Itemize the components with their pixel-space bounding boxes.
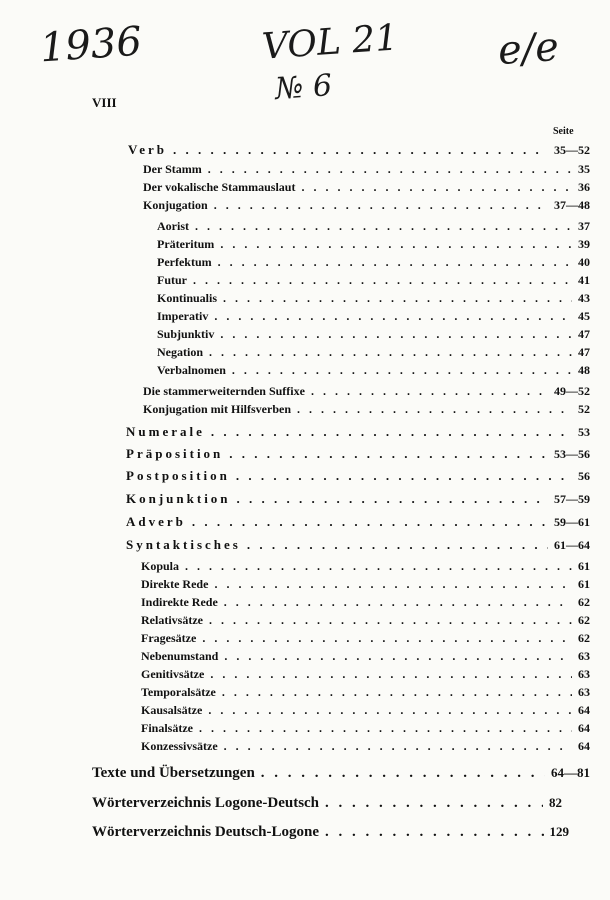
toc-entry bbox=[126, 537, 590, 553]
toc-entry-page: 37 bbox=[578, 219, 590, 233]
toc-entry bbox=[92, 795, 562, 812]
toc-entry bbox=[141, 559, 590, 574]
toc-leader bbox=[208, 703, 572, 718]
toc-entry-label: Konjugation mit Hilfsverben bbox=[143, 402, 292, 416]
toc-entry bbox=[141, 613, 590, 628]
toc-leader bbox=[214, 577, 572, 592]
toc-leader bbox=[209, 613, 572, 628]
toc-entry bbox=[141, 631, 590, 646]
toc-entry-page: 36 bbox=[578, 180, 590, 194]
toc-entry-label: Syntaktisches bbox=[126, 537, 241, 552]
toc-entry bbox=[126, 446, 590, 462]
toc-entry bbox=[126, 424, 590, 440]
toc-leader bbox=[224, 649, 572, 664]
toc-leader bbox=[222, 685, 572, 700]
toc-entry-page: 41 bbox=[578, 273, 590, 287]
toc-leader bbox=[223, 291, 572, 306]
toc-entry-label: Die stammerweiternden Suffixe bbox=[143, 384, 305, 398]
toc-entry bbox=[157, 363, 590, 378]
toc-leader bbox=[224, 739, 572, 754]
toc-leader bbox=[232, 363, 572, 378]
toc-entry-label: Adverb bbox=[126, 514, 186, 529]
toc-leader bbox=[192, 514, 548, 530]
toc-entry-page: 43 bbox=[578, 291, 590, 305]
toc-entry-page: 56 bbox=[578, 469, 590, 483]
toc-leader bbox=[185, 559, 572, 574]
toc-leader bbox=[218, 255, 572, 270]
toc-entry bbox=[128, 142, 590, 158]
toc-entry-label: Kausalsätze bbox=[141, 703, 203, 717]
toc-leader bbox=[236, 468, 572, 484]
toc-entry bbox=[141, 595, 590, 610]
toc-leader bbox=[311, 384, 548, 399]
toc-entry-label: Texte und Übersetzungen bbox=[92, 765, 255, 781]
handwritten-volume: VOL 21 bbox=[260, 17, 400, 68]
toc-entry bbox=[126, 491, 590, 507]
toc-leader bbox=[199, 721, 572, 736]
toc-entry-page: 48 bbox=[578, 363, 590, 377]
toc-leader bbox=[301, 180, 572, 195]
toc-entry-page: 35 bbox=[578, 162, 590, 176]
toc-entry-page: 61 bbox=[578, 559, 590, 573]
toc-leader bbox=[325, 795, 543, 812]
toc-entry bbox=[157, 219, 590, 234]
toc-entry-page: 62 bbox=[578, 631, 590, 645]
toc-entry bbox=[141, 703, 590, 718]
toc-entry-label: Relativsätze bbox=[141, 613, 203, 627]
toc-entry-label: Konzessivsätze bbox=[141, 739, 218, 753]
toc-leader bbox=[193, 273, 572, 288]
toc-leader bbox=[297, 402, 572, 417]
toc-entry-label: Finalsätze bbox=[141, 721, 193, 735]
toc-entry-label: Subjunktiv bbox=[157, 327, 215, 341]
toc-entry bbox=[141, 577, 590, 592]
toc-entry bbox=[143, 402, 590, 417]
toc-entry-label: Postposition bbox=[126, 468, 230, 483]
toc-entry-page: 47 bbox=[578, 327, 590, 341]
toc-entry-label: Nebenumstand bbox=[141, 649, 219, 663]
toc-entry-page: 39 bbox=[578, 237, 590, 251]
toc-entry bbox=[141, 667, 590, 682]
toc-entry-page: 40 bbox=[578, 255, 590, 269]
toc-entry-page: 61—64 bbox=[554, 538, 590, 552]
toc-entry-page: 61 bbox=[578, 577, 590, 591]
toc-entry bbox=[157, 237, 590, 252]
toc-entry bbox=[141, 739, 590, 754]
toc-entry bbox=[141, 685, 590, 700]
handwritten-initials: e/e bbox=[496, 23, 561, 75]
toc-entry bbox=[143, 384, 590, 399]
toc-entry-label: Präposition bbox=[126, 446, 224, 461]
toc-entry-page: 49—52 bbox=[554, 384, 590, 398]
toc-entry-page: 129 bbox=[549, 824, 569, 839]
toc-entry-label: Konjunktion bbox=[126, 491, 231, 506]
toc-leader bbox=[214, 309, 572, 324]
toc-entry bbox=[141, 649, 590, 664]
toc-leader bbox=[220, 237, 572, 252]
toc-entry bbox=[157, 255, 590, 270]
toc-entry-label: Fragesätze bbox=[141, 631, 197, 645]
toc-entry bbox=[157, 291, 590, 306]
toc-entry-page: 62 bbox=[578, 595, 590, 609]
toc-entry-label: Futur bbox=[157, 273, 187, 287]
toc-leader bbox=[210, 667, 572, 682]
toc-leader bbox=[220, 327, 572, 342]
toc-entry-page: 52 bbox=[578, 402, 590, 416]
toc-entry-label: Numerale bbox=[126, 424, 205, 439]
toc-entry-label: Präteritum bbox=[157, 237, 215, 251]
toc-entry-page: 64 bbox=[578, 721, 590, 735]
toc-leader bbox=[247, 537, 548, 553]
toc-entry bbox=[126, 468, 590, 484]
toc-leader bbox=[237, 491, 548, 507]
toc-entry-page: 64—81 bbox=[551, 765, 590, 780]
toc-entry bbox=[143, 162, 590, 177]
toc-entry bbox=[126, 514, 590, 530]
toc-leader bbox=[173, 142, 548, 158]
toc-entry-label: Aorist bbox=[157, 219, 189, 233]
toc-leader bbox=[195, 219, 572, 234]
toc-leader bbox=[202, 631, 572, 646]
toc-entry-page: 53 bbox=[578, 425, 590, 439]
toc-entry-label: Wörterverzeichnis Logone-Deutsch bbox=[92, 795, 320, 811]
handwritten-number: № 6 bbox=[273, 68, 334, 107]
toc-leader bbox=[229, 446, 548, 462]
toc-entry bbox=[92, 765, 590, 782]
page-number: VIII bbox=[92, 95, 117, 110]
toc-entry-label: Verb bbox=[128, 142, 167, 157]
toc-entry-label: Konjugation bbox=[143, 198, 208, 212]
toc-entry bbox=[157, 345, 590, 360]
toc-entry bbox=[157, 309, 590, 324]
toc-entry-label: Kontinualis bbox=[157, 291, 218, 305]
toc-entry-page: 59—61 bbox=[554, 515, 590, 529]
toc-leader bbox=[208, 162, 572, 177]
toc-entry-label: Der vokalische Stammauslaut bbox=[143, 180, 296, 194]
toc-entry-label: Temporalsätze bbox=[141, 685, 216, 699]
toc-entry-label: Der Stamm bbox=[143, 162, 202, 176]
toc-entry-page: 37—48 bbox=[554, 198, 590, 212]
toc-entry-page: 63 bbox=[578, 667, 590, 681]
toc-entry-label: Negation bbox=[157, 345, 203, 359]
toc-entry bbox=[141, 721, 590, 736]
toc-entry-label: Indirekte Rede bbox=[141, 595, 218, 609]
handwritten-year: 1936 bbox=[38, 18, 144, 72]
toc-entry-page: 64 bbox=[578, 739, 590, 753]
toc-leader bbox=[261, 765, 545, 782]
toc-leader bbox=[209, 345, 572, 360]
toc-entry-page: 63 bbox=[578, 649, 590, 663]
toc-entry-label: Direkte Rede bbox=[141, 577, 209, 591]
toc-entry-label: Wörterverzeichnis Deutsch-Logone bbox=[92, 824, 320, 840]
toc-entry-label: Perfektum bbox=[157, 255, 212, 269]
toc-leader bbox=[211, 424, 572, 440]
toc-entry-label: Imperativ bbox=[157, 309, 209, 323]
toc-entry-page: 57—59 bbox=[554, 492, 590, 506]
toc-entry-page: 82 bbox=[549, 795, 562, 810]
toc-entry-page: 53—56 bbox=[554, 447, 590, 461]
toc-entry-label: Kopula bbox=[141, 559, 180, 573]
toc-leader bbox=[214, 198, 548, 213]
toc-entry-page: 64 bbox=[578, 703, 590, 717]
toc-entry-page: 45 bbox=[578, 309, 590, 323]
toc-entry-page: 63 bbox=[578, 685, 590, 699]
toc-entry-label: Verbalnomen bbox=[157, 363, 226, 377]
seite-column-header: Seite bbox=[553, 126, 574, 137]
toc-entry bbox=[92, 824, 569, 841]
toc-leader bbox=[224, 595, 572, 610]
toc-entry bbox=[143, 198, 590, 213]
toc-entry bbox=[157, 327, 590, 342]
toc-entry bbox=[143, 180, 590, 195]
toc-entry-page: 62 bbox=[578, 613, 590, 627]
toc-entry-label: Genitivsätze bbox=[141, 667, 205, 681]
toc-entry bbox=[157, 273, 590, 288]
toc-entry-page: 47 bbox=[578, 345, 590, 359]
toc-leader bbox=[325, 824, 543, 841]
toc-entry-page: 35—52 bbox=[554, 143, 590, 157]
